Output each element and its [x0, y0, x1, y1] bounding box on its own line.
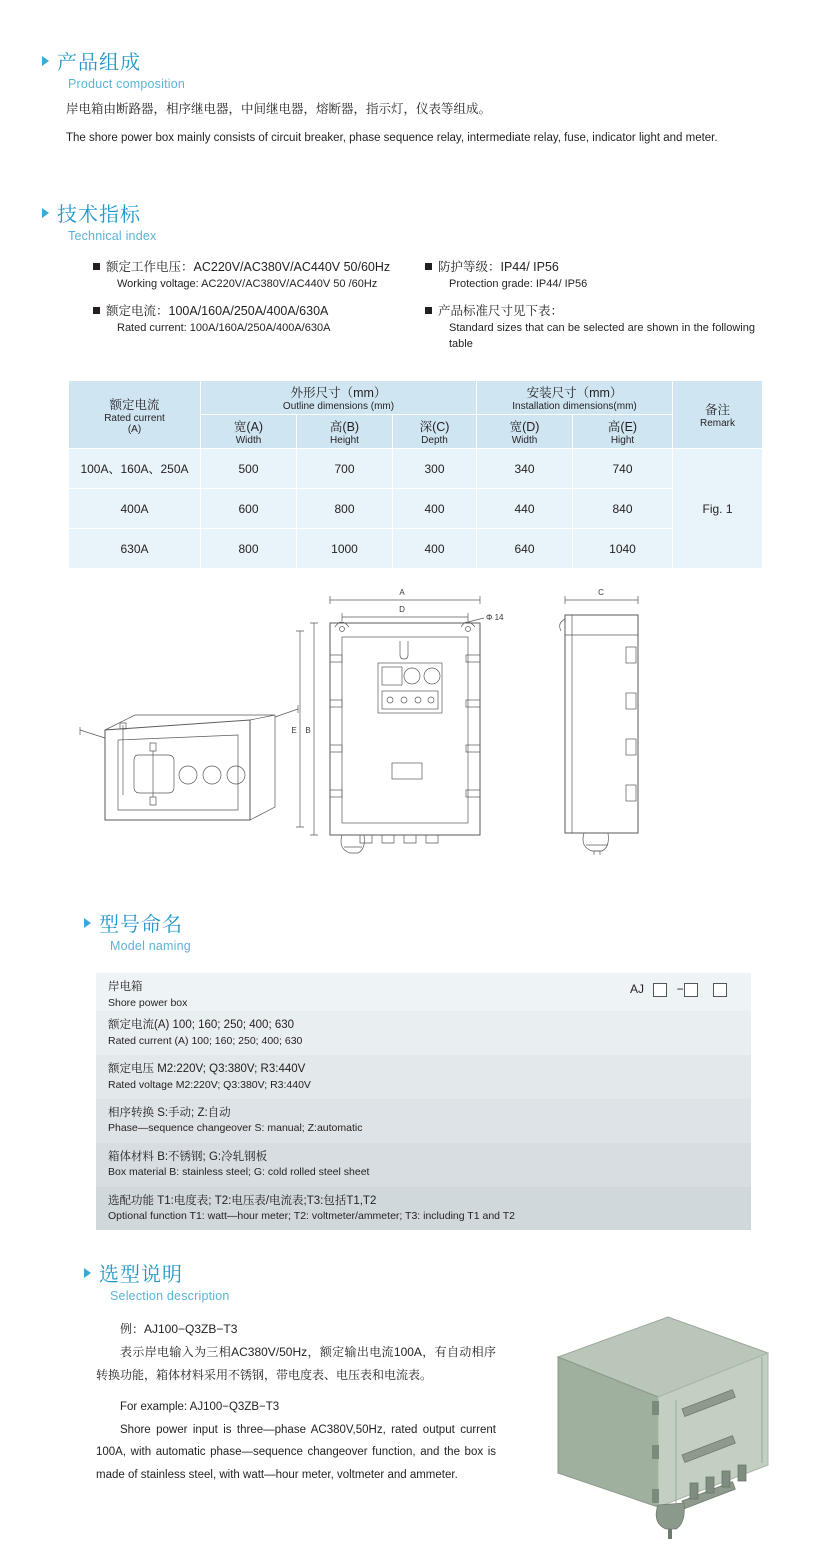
technical-drawing [60, 575, 770, 855]
dim-label-d: D [399, 605, 405, 614]
model-code-group [630, 981, 733, 998]
tech-index-item [425, 302, 755, 320]
spec-subheader-en: Depth [421, 435, 448, 446]
model-naming-row-en: Shore power box [108, 996, 188, 1009]
section-title-en: Model naming [110, 939, 191, 953]
spec-table-body [69, 449, 763, 569]
selection-example-cn: 例：AJ100−Q3ZB−T3 [120, 1322, 238, 1336]
spec-subheader-cn: 高(B) [329, 420, 360, 434]
cell-d: 440 [477, 489, 573, 529]
spec-subheader-cn: 高(E) [607, 420, 638, 434]
section-title-cn: 型号命名 [99, 914, 183, 936]
section-arrow-icon [84, 918, 91, 928]
spec-header-remark-cn: 备注 [704, 403, 730, 417]
model-code-box-3[interactable] [713, 983, 727, 997]
spec-table [68, 380, 763, 569]
cell-d: 340 [477, 449, 573, 489]
product-composition-para-cn: 岸电箱由断路器，相序继电器，中间继电器，熔断器，指示灯，仪表等组成。 [66, 102, 492, 116]
square-bullet-icon [425, 263, 432, 270]
spec-header-remark [673, 381, 763, 449]
spec-subheader-height-b [297, 415, 393, 449]
cell-current: 630A [69, 529, 201, 569]
table-row [69, 529, 763, 569]
model-naming-row-cn: 额定电流(A) 100; 160; 250; 400; 630 [108, 1019, 295, 1031]
tech-index-item [93, 302, 413, 320]
spec-header-install-en: Installation dimensions(mm) [512, 401, 637, 412]
dim-label-a: A [399, 588, 405, 597]
cell-c: 300 [393, 449, 477, 489]
cell-d: 640 [477, 529, 573, 569]
section-product-composition-header [42, 46, 185, 91]
section-arrow-icon [42, 208, 49, 218]
cell-b: 1000 [297, 529, 393, 569]
spec-subheader-width-d [477, 415, 573, 449]
selection-example-en: For example: AJ100−Q3ZB−T3 [120, 1401, 280, 1414]
spec-header-rated-current-cn: 额定电流 [109, 397, 160, 412]
spec-header-remark-en: Remark [699, 418, 735, 429]
model-code-box-1[interactable] [653, 983, 667, 997]
spec-subheader-width-a [201, 415, 297, 449]
drawing-top-view [80, 705, 298, 820]
section-title-cn: 产品组成 [57, 52, 141, 74]
spec-subheader-cn: 宽(D) [509, 420, 540, 434]
section-title-cn: 选型说明 [99, 1264, 183, 1286]
cell-b: 700 [297, 449, 393, 489]
tech-index-item-cn: 额定电流：100A/160A/250A/400A/630A [106, 303, 329, 318]
table-row [69, 489, 763, 529]
spec-subheader-en: Width [235, 435, 262, 446]
spec-header-install [477, 381, 673, 415]
cell-e: 840 [573, 489, 673, 529]
spec-subheader-height-e [573, 415, 673, 449]
model-naming-row-cn: 相序转换 S:手动; Z:自动 [108, 1106, 231, 1119]
spec-subheader-cn: 宽(A) [233, 420, 264, 434]
section-title-en: Technical index [68, 229, 157, 243]
model-code-prefix: AJ [629, 982, 644, 996]
selection-body [96, 1318, 496, 1486]
model-naming-box [96, 973, 751, 1230]
model-naming-row-cn: 箱体材料 B:不锈钢; G:冷轧钢板 [108, 1150, 268, 1163]
spec-header-rated-current-unit: (A) [127, 423, 142, 435]
spec-table-head [69, 381, 763, 449]
cell-e: 740 [573, 449, 673, 489]
tech-index-item-cn: 防护等级：IP44/ IP56 [438, 260, 559, 274]
model-naming-row-en: Rated current (A) 100; 160; 250; 400; 630 [108, 1034, 303, 1047]
table-row [69, 449, 763, 489]
model-naming-row [96, 1187, 751, 1231]
section-title-cn: 技术指标 [57, 204, 141, 226]
cell-remark: Fig. 1 [673, 449, 763, 569]
section-arrow-icon [42, 56, 49, 66]
model-naming-row-en: Rated voltage M2:220V; Q3:380V; R3:440V [108, 1078, 311, 1091]
tech-index-item-en: Working voltage: AC220V/AC380V/AC440V 50 /60Hz [117, 278, 378, 291]
model-code-dash: − [676, 982, 684, 996]
tech-index-item-en: Rated current: 100A/160A/250A/400A/630A [117, 321, 331, 334]
product-composition-body [66, 100, 786, 147]
dim-label-c: C [598, 588, 604, 597]
square-bullet-icon [425, 307, 432, 314]
model-naming-row [96, 1143, 751, 1187]
model-naming-row-cn: 岸电箱 [108, 981, 143, 993]
model-naming-row-cn: 选配功能 T1:电度表; T2:电压表/电流表;T3:包括T1,T2 [108, 1194, 377, 1207]
model-naming-row-en: Box material B: stainless steel; G: cold rolled steel sheet [108, 1166, 370, 1179]
drawing-front-view [291, 588, 504, 853]
product-photo [540, 1305, 790, 1540]
cell-c: 400 [393, 529, 477, 569]
spec-subheader-depth-c [393, 415, 477, 449]
spec-subheader-en: Height [330, 435, 359, 446]
selection-body-en: Shore power input is three—phase AC380V,50Hz, rated output current 100A, with automatic phase—sequence changeover function, and the box is made of stainless steel, with watt—hour meter, voltmeter and ammeter. [96, 1423, 496, 1481]
model-naming-row-cn: 额定电压 M2:220V; Q3:380V; R3:440V [108, 1062, 306, 1075]
tech-index-item-cn: 额定工作电压：AC220V/AC380V/AC440V 50/60Hz [106, 260, 391, 274]
section-arrow-icon [84, 1268, 91, 1278]
section-title-en: Selection description [110, 1289, 230, 1303]
cell-current: 100A、160A、250A [69, 449, 201, 489]
cell-a: 800 [201, 529, 297, 569]
square-bullet-icon [93, 307, 100, 314]
product-composition-para-en: The shore power box mainly consists of circuit breaker, phase sequence relay, intermediate relay, fuse, indicator light and meter. [66, 131, 718, 144]
dim-label-b: B [305, 726, 311, 735]
model-naming-row-en: Phase—sequence changeover S: manual; Z:automatic [108, 1122, 363, 1135]
selection-body-cn: 表示岸电输入为三相AC380V/50Hz，额定输出电流100A，有自动相序转换功能，箱体材料采用不锈钢，带电度表、电压表和电流表。 [96, 1344, 496, 1382]
model-naming-row [96, 973, 751, 1011]
spec-header-rated-current-en: Rated current [104, 412, 165, 424]
tech-index-item [425, 258, 755, 276]
tech-index-item-cn: 产品标准尺寸见下表： [438, 303, 564, 318]
cell-a: 600 [201, 489, 297, 529]
square-bullet-icon [93, 263, 100, 270]
spec-header-outline-cn: 外形尺寸（mm） [290, 386, 387, 400]
spec-header-rated-current [69, 381, 201, 449]
cell-b: 800 [297, 489, 393, 529]
section-model-naming-header [84, 908, 191, 953]
model-naming-row-en: Optional function T1: watt—hour meter; T2: voltmeter/ammeter; T3: including T1 and T2 [108, 1210, 515, 1223]
spec-header-outline-en: Outline dimensions (mm) [282, 401, 395, 412]
spec-subheader-cn: 深(C) [419, 420, 450, 434]
product-photo-svg [540, 1305, 790, 1540]
cell-a: 500 [201, 449, 297, 489]
model-naming-row [96, 1099, 751, 1143]
dim-label-phi14: Φ 14 [486, 613, 504, 622]
drawing-side-view [560, 588, 638, 855]
tech-index-item [93, 258, 413, 276]
spec-subheader-en: Hight [610, 435, 635, 446]
spec-header-install-cn: 安装尺寸（mm） [526, 386, 623, 400]
drawing-svg [60, 575, 770, 855]
section-title-en: Product composition [68, 77, 186, 91]
spec-header-outline [201, 381, 477, 415]
cell-e: 1040 [573, 529, 673, 569]
tech-index-col-right [425, 258, 755, 353]
dim-label-e: E [291, 726, 297, 735]
spec-subheader-en: Width [511, 435, 538, 446]
tech-index-item-en: Protection grade: IP44/ IP56 [449, 278, 588, 291]
tech-index-item-en: Standard sizes that can be selected are shown in the following table [449, 321, 755, 351]
model-naming-row [96, 1011, 751, 1055]
tech-index-col-left [93, 258, 413, 336]
model-naming-row [96, 1055, 751, 1099]
section-technical-index-header [42, 198, 156, 243]
section-selection-header [84, 1258, 230, 1303]
model-code-box-2[interactable] [684, 983, 698, 997]
cell-c: 400 [393, 489, 477, 529]
cell-current: 400A [69, 489, 201, 529]
